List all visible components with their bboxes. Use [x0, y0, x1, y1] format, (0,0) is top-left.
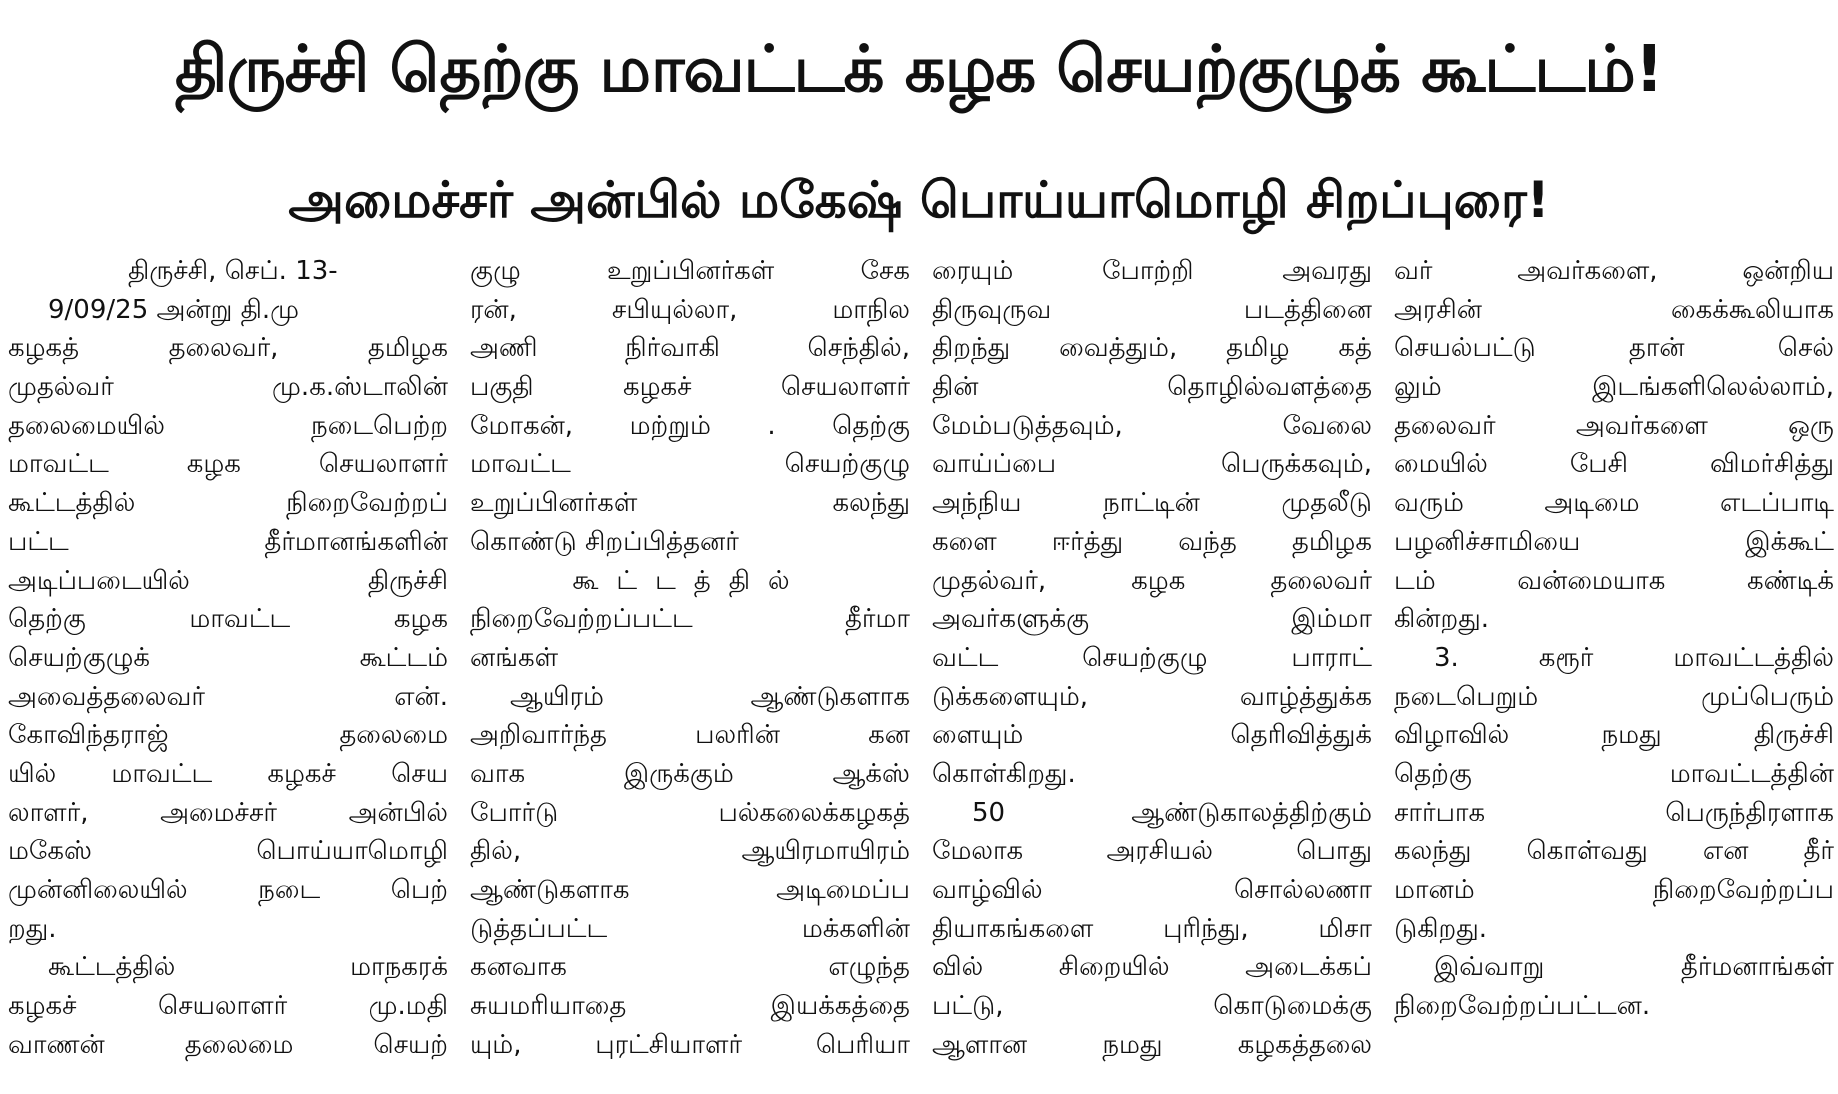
text-line: ஆண்டுகளாக அடிமைப்ப: [470, 875, 910, 905]
text-line: மாவட்ட செயற்குழு: [470, 449, 910, 480]
text-line: தெற்கு மாவட்ட கழக: [8, 604, 448, 635]
headline: திருச்சி தெற்கு மாவட்டக் கழக செயற்குழுக் கூட்டம்!: [175, 33, 1663, 107]
text-line: திருச்சி, செப். 13-: [128, 256, 338, 286]
text-line: முதல்வர், கழக தலைவர்: [932, 565, 1372, 596]
text-line: வட்ட செயற்குழு பாராட்: [932, 642, 1372, 673]
text-line: கலந்து கொள்வது என தீர்: [1394, 836, 1834, 867]
text-line: சார்பாக பெருந்திரளாக: [1394, 797, 1834, 828]
text-line: ரையும் போற்றி அவரது: [932, 256, 1372, 286]
text-line: வாழ்வில் சொல்லணா: [932, 875, 1372, 905]
text-line: தெற்கு மாவட்டத்தின்: [1394, 758, 1834, 789]
text-line: கழகத் தலைவர், தமிழக: [8, 333, 448, 364]
text-line: திருவுருவ படத்தினை: [932, 294, 1372, 325]
text-line: 9/09/25 அன்று தி.மு: [48, 294, 300, 325]
text-line: மேலாக அரசியல் பொது: [932, 836, 1372, 867]
text-line: உறுப்பினர்கள் கலந்து: [470, 488, 910, 519]
text-line: தியாகங்களை புரிந்து, மிசா: [932, 913, 1372, 944]
text-line: வர் அவர்களை, ஒன்றிய: [1394, 256, 1834, 286]
text-line: கழகச் செயலாளர் மு.மதி: [8, 991, 448, 1022]
text-line: யும், புரட்சியாளர் பெரியா: [470, 1029, 910, 1060]
text-line: பட்டு, கொடுமைக்கு: [932, 991, 1372, 1022]
text-line: தில், ஆயிரமாயிரம்: [470, 836, 910, 867]
text-line: கொள்கிறது.: [932, 758, 1076, 789]
subheadline: அமைச்சர் அன்பில் மகேஷ் பொய்யாமொழி சிறப்புரை!: [288, 171, 1550, 229]
text-line: மாவட்ட கழக செயலாளர்: [8, 449, 448, 480]
text-line: லாளர், அமைச்சர் அன்பில்: [8, 797, 448, 828]
text-line: கூட்டத்தில் மாநகரக்: [48, 952, 448, 983]
text-line: யில் மாவட்ட கழகச் செய: [8, 758, 448, 789]
text-line: லும் இடங்களிலெல்லாம்,: [1394, 372, 1834, 403]
article-column-3: [932, 252, 1372, 1090]
text-line: வாக இருக்கும் ஆக்ஸ்: [470, 758, 910, 789]
text-line: கோவிந்தராஜ் தலைமை: [8, 720, 448, 751]
text-line: போர்டு பல்கலைக்கழகத்: [470, 797, 910, 828]
text-line: பட்ட தீர்மானங்களின்: [8, 526, 448, 557]
text-line: வாணன் தலைமை செயற்: [8, 1029, 448, 1060]
text-line: திறந்து வைத்தும், தமிழ கத்: [932, 333, 1372, 364]
text-line: மோகன், மற்றும் . தெற்கு: [470, 410, 910, 441]
text-line: டம் வன்மையாக கண்டிக்: [1394, 565, 1834, 596]
text-line: கூட்டத்தில் நிறைவேற்றப்: [8, 488, 448, 519]
article-body: [8, 252, 1834, 1090]
text-line: இவ்வாறு தீர்மனாங்கள்: [1434, 952, 1834, 983]
article-column-2: [470, 252, 910, 1090]
text-line: டுத்தப்பட்ட மக்களின்: [470, 913, 910, 944]
text-line: முன்னிலையில் நடை பெற்: [8, 875, 448, 905]
article-column-1: [8, 252, 448, 1090]
text-line: பழனிச்சாமியை இக்கூட்: [1394, 526, 1834, 557]
text-line: அரசின் கைக்கூலியாக: [1394, 294, 1834, 325]
text-line: நிறைவேற்றப்பட்டன.: [1394, 991, 1651, 1022]
text-line: குழு உறுப்பினர்கள் சேக: [470, 256, 910, 286]
text-line: அந்நிய நாட்டின் முதலீடு: [932, 488, 1372, 519]
text-line: 50 ஆண்டுகாலத்திற்கும்: [972, 797, 1372, 828]
text-line: கனவாக எழுந்த: [470, 952, 910, 983]
text-line: அவைத்தலைவர் என்.: [8, 681, 448, 712]
text-line: அணி நிர்வாகி செந்தில்,: [470, 333, 910, 364]
text-line: சுயமரியாதை இயக்கத்தை: [470, 991, 910, 1022]
text-line: தலைவர் அவர்களை ஒரு: [1394, 410, 1834, 441]
article-column-4: [1394, 252, 1834, 1090]
text-line: நிறைவேற்றப்பட்ட தீர்மா: [470, 604, 910, 635]
text-line: மேம்படுத்தவும், வேலை: [932, 410, 1372, 441]
text-line: கின்றது.: [1394, 604, 1490, 635]
text-line: வரும் அடிமை எடப்பாடி: [1394, 488, 1834, 519]
text-line: ளையும் தெரிவித்துக்: [932, 720, 1372, 751]
text-line: அடிப்படையில் திருச்சி: [8, 565, 448, 596]
text-line: வில் சிறையில் அடைக்கப்: [932, 952, 1372, 983]
text-line: 3. கரூர் மாவட்டத்தில்: [1434, 642, 1834, 673]
text-line: டுக்களையும், வாழ்த்துக்க: [932, 681, 1372, 712]
text-line: நடைபெறும் முப்பெரும்: [1394, 681, 1834, 712]
text-line: மகேஸ் பொய்யாமொழி: [8, 836, 448, 867]
text-line: ஆளான நமது கழகத்தலை: [932, 1029, 1372, 1060]
text-line: கூட்டத்தில்: [572, 565, 808, 596]
text-line: தின் தொழில்வளத்தை: [932, 372, 1372, 403]
text-line: விழாவில் நமது திருச்சி: [1394, 720, 1834, 751]
text-line: செயல்பட்டு தான் செல்: [1394, 333, 1834, 364]
text-line: ஆயிரம் ஆண்டுகளாக: [510, 681, 910, 712]
text-line: களை ஈர்த்து வந்த தமிழக: [932, 526, 1372, 557]
text-line: மையில் பேசி விமர்சித்து: [1394, 449, 1834, 480]
text-line: கொண்டு சிறப்பித்தனர்: [470, 526, 739, 557]
text-line: தலைமையில் நடைபெற்ற: [8, 410, 448, 441]
text-line: செயற்குழுக் கூட்டம்: [8, 642, 448, 673]
text-line: டுகிறது.: [1394, 913, 1488, 944]
text-line: றது.: [8, 913, 57, 944]
text-line: ரன், சபியுல்லா, மாநில: [470, 294, 910, 325]
text-line: மானம் நிறைவேற்றப்ப: [1394, 875, 1834, 905]
text-line: முதல்வர் மு.க.ஸ்டாலின்: [8, 372, 448, 403]
text-line: அறிவார்ந்த பலரின் கன: [470, 720, 910, 751]
text-line: பகுதி கழகச் செயலாளர்: [470, 372, 910, 403]
text-line: அவர்களுக்கு இம்மா: [932, 604, 1372, 635]
text-line: னங்கள்: [470, 642, 559, 673]
text-line: வாய்ப்பை பெருக்கவும்,: [932, 449, 1372, 480]
